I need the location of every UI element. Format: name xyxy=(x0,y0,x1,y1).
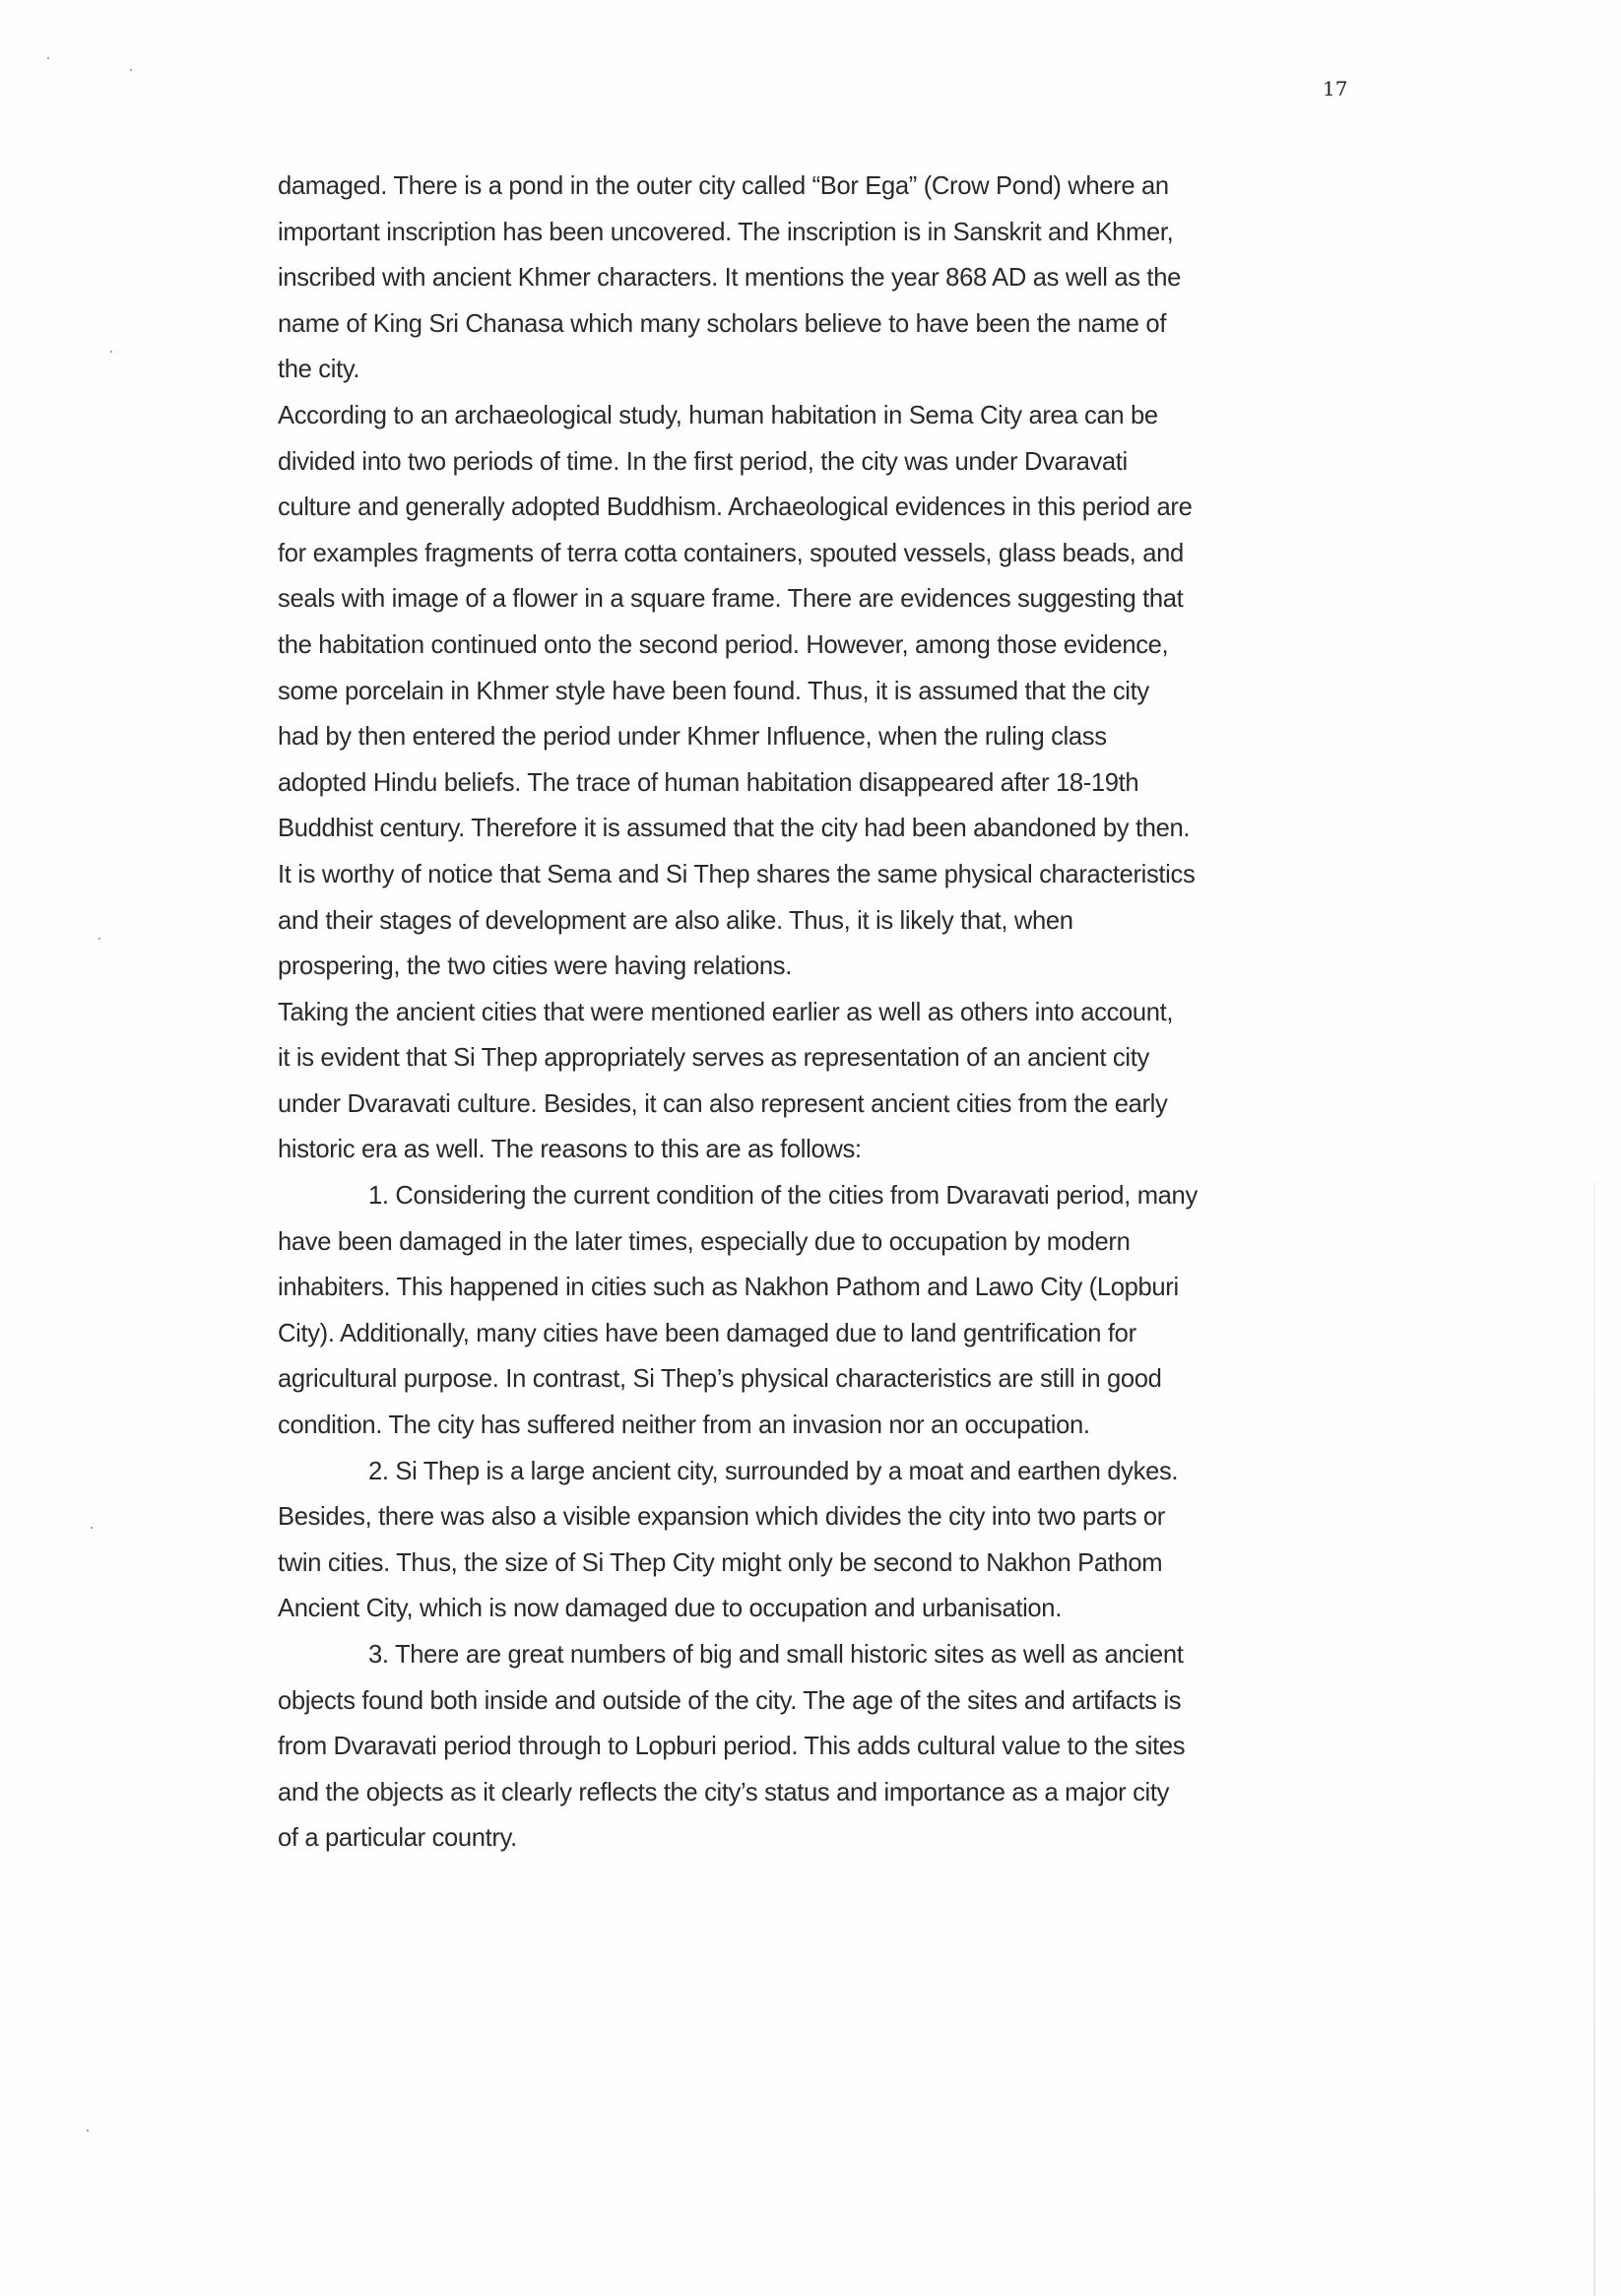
scan-speck xyxy=(91,1527,93,1529)
text-line: under Dvaravati culture. Besides, it can also represent ancient cities from the early xyxy=(278,1089,1168,1118)
scan-speck xyxy=(130,69,132,71)
text-line: some porcelain in Khmer style have been found. Thus, it is assumed that the city xyxy=(278,677,1149,705)
text-line: have been damaged in the later times, especially due to occupation by modern xyxy=(278,1227,1131,1256)
text-line: Besides, there was also a visible expansion which divides the city into two parts or xyxy=(278,1503,1165,1532)
text-line: prospering, the two cities were having relations. xyxy=(278,952,793,981)
text-line: for examples fragments of terra cotta containers, spouted vessels, glass beads, and xyxy=(278,539,1184,567)
text-line: inhabiters. This happened in cities such as Nakhon Pathom and Lawo City (Lopburi xyxy=(278,1274,1179,1302)
scan-speck xyxy=(47,57,49,59)
text-line: had by then entered the period under Khmer Influence, when the ruling class xyxy=(278,723,1107,752)
scan-edge-shadow xyxy=(1593,1182,1595,2296)
text-line: important inscription has been uncovered. The inscription is in Sanskrit and Khmer, xyxy=(278,218,1174,246)
text-line: Ancient City, which is now damaged due to occupation and urbanisation. xyxy=(278,1595,1062,1623)
text-line: from Dvaravati period through to Lopburi period. This adds cultural value to the sites xyxy=(278,1733,1186,1761)
text-line: of a particular country. xyxy=(278,1824,517,1853)
text-line: divided into two periods of time. In the first period, the city was under Dvaravati xyxy=(278,447,1128,476)
text-line: and the objects as it clearly reflects the city’s status and importance as a major city xyxy=(278,1778,1170,1806)
page-number: 17 xyxy=(1323,77,1348,100)
text-line: inscribed with ancient Khmer characters. It mentions the year 868 AD as well as the xyxy=(278,264,1181,293)
text-line: the city. xyxy=(278,356,360,384)
text-line: adopted Hindu beliefs. The trace of human habitation disappeared after 18-19th xyxy=(278,768,1139,797)
text-line: According to an archaeological study, human habitation in Sema City area can be xyxy=(278,401,1158,429)
text-line: twin cities. Thus, the size of Si Thep City might only be second to Nakhon Pathom xyxy=(278,1548,1163,1577)
text-line: historic era as well. The reasons to this are as follows: xyxy=(278,1136,862,1164)
text-line: 3. There are great numbers of big and small historic sites as well as ancient xyxy=(368,1641,1184,1669)
text-line: City). Additionally, many cities have been damaged due to land gentrification for xyxy=(278,1319,1136,1347)
text-line: It is worthy of notice that Sema and Si Thep shares the same physical characteristics xyxy=(278,860,1196,888)
text-line: Taking the ancient cities that were mentioned earlier as well as others into account, xyxy=(278,998,1174,1026)
scan-speck xyxy=(110,351,112,353)
body-text xyxy=(278,164,1361,1862)
text-line: name of King Sri Chanasa which many scholars believe to have been the name of xyxy=(278,309,1167,338)
text-line: agricultural purpose. In contrast, Si Thep’s physical characteristics are still in good xyxy=(278,1365,1162,1394)
scan-speck xyxy=(87,2130,89,2132)
text-line: 2. Si Thep is a large ancient city, surrounded by a moat and earthen dykes. xyxy=(368,1457,1179,1485)
text-line: 1. Considering the current condition of the cities from Dvaravati period, many xyxy=(368,1182,1198,1211)
text-line: culture and generally adopted Buddhism. Archaeological evidences in this period are xyxy=(278,493,1193,522)
text-line: and their stages of development are also alike. Thus, it is likely that, when xyxy=(278,906,1073,935)
text-line: seals with image of a flower in a square frame. There are evidences suggesting that xyxy=(278,585,1184,614)
text-line: Buddhist century. Therefore it is assumed that the city had been abandoned by then. xyxy=(278,815,1191,843)
text-line: objects found both inside and outside of the city. The age of the sites and artifacts is xyxy=(278,1686,1182,1715)
text-line: it is evident that Si Thep appropriately serves as representation of an ancient city xyxy=(278,1044,1149,1073)
scan-speck xyxy=(98,938,100,940)
text-line: the habitation continued onto the second period. However, among those evidence, xyxy=(278,630,1169,659)
text-line: damaged. There is a pond in the outer city called “Bor Ega” (Crow Pond) where an xyxy=(278,172,1169,200)
text-line: condition. The city has suffered neither from an invasion nor an occupation. xyxy=(278,1411,1090,1440)
